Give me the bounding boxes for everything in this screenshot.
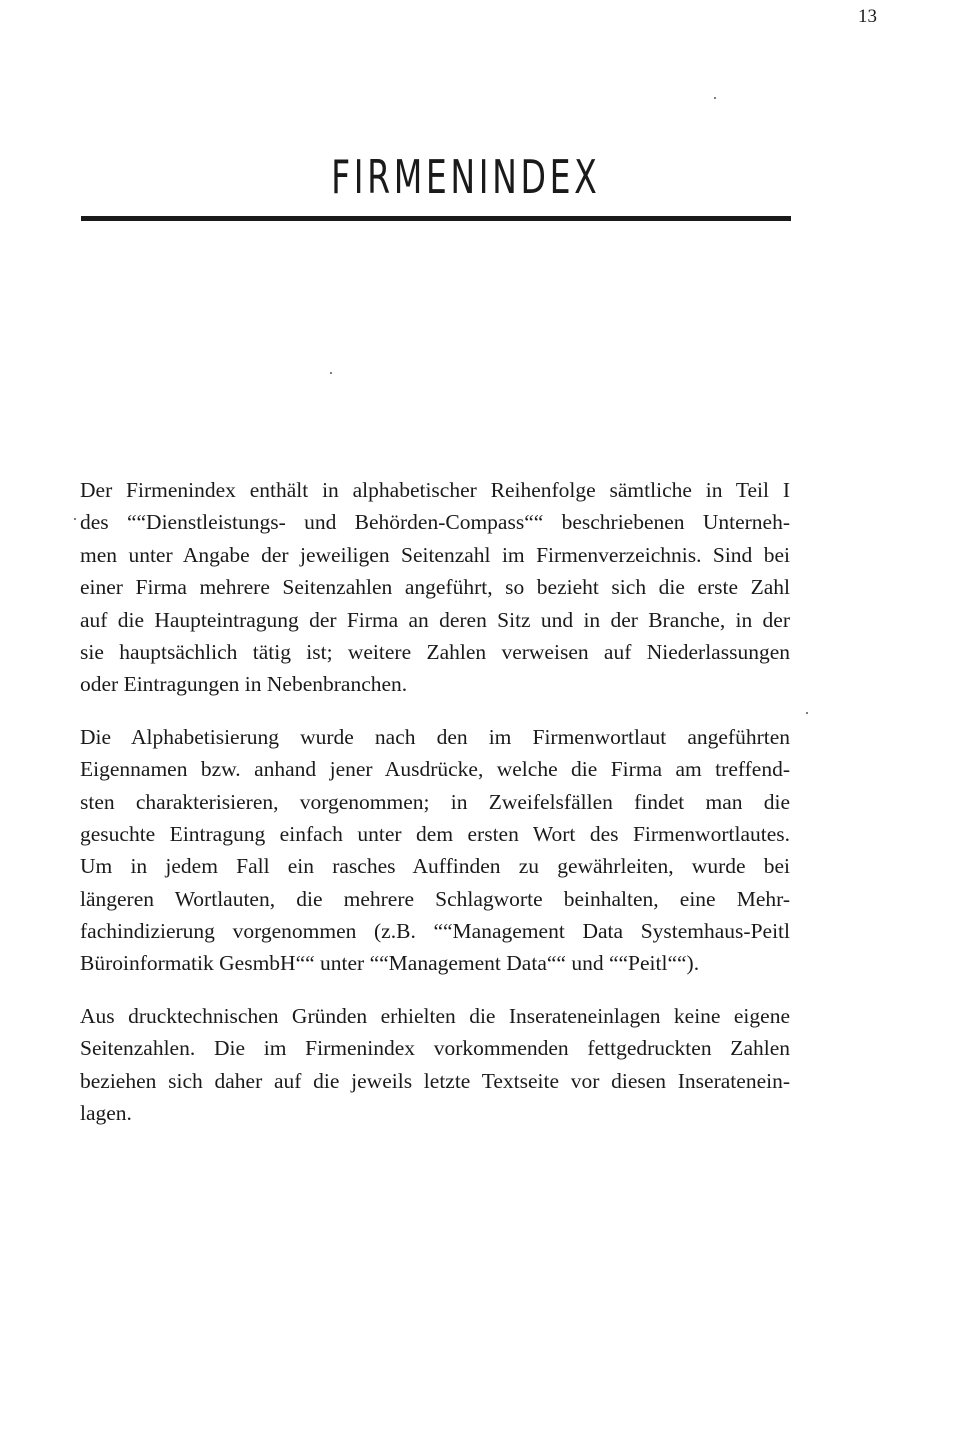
text-line: lagen. (80, 1101, 132, 1126)
text-line: Eigennamen bzw. anhand jener Ausdrücke, welche die Firma am treffend- (80, 757, 790, 782)
text-line: Aus drucktechnischen Gründen erhielten die Inserateneinlagen keine eigene (80, 1003, 790, 1028)
text-line: Seitenzahlen. Die im Firmenindex vorkommenden fettgedruckten Zahlen (80, 1036, 790, 1061)
text-line: längeren Wortlauten, die mehrere Schlagworte beinhalten, eine Mehr- (80, 886, 790, 911)
scan-speck (806, 712, 808, 714)
text-line: auf die Haupteintragung der Firma an deren Sitz und in der Branche, in der (80, 607, 790, 632)
page-title: FIRMENINDEX (331, 150, 601, 204)
text-line: einer Firma mehrere Seitenzahlen angeführt, so bezieht sich die erste Zahl (80, 575, 790, 600)
text-line: Um in jedem Fall ein rasches Auffinden zu gewährleiten, wurde bei (80, 854, 790, 879)
body-text (80, 474, 790, 1149)
scan-speck (714, 97, 716, 99)
paragraph-3 (80, 1000, 790, 1130)
text-line: sie hauptsächlich tätig ist; weitere Zahlen verweisen auf Niederlassungen (80, 639, 790, 664)
text-line: des ““Dienstleistungs- und Behörden-Compass““ beschriebenen Unterneh- (80, 510, 790, 535)
text-line: Die Alphabetisierung wurde nach den im Firmenwortlaut angeführten (80, 724, 790, 749)
paragraph-2 (80, 721, 790, 980)
title-underline-rule (81, 216, 791, 221)
text-line: sten charakterisieren, vorgenommen; in Zweifelsfällen findet man die (80, 789, 790, 814)
text-line: oder Eintragungen in Nebenbranchen. (80, 672, 408, 697)
text-line: Büroinformatik GesmbH““ unter ““Management Data““ und ““Peitl““). (80, 951, 700, 976)
paragraph-1 (80, 474, 790, 701)
text-line: Der Firmenindex enthält in alphabetischer Reihenfolge sämtliche in Teil I (80, 478, 790, 502)
text-line: beziehen sich daher auf die jeweils letzte Textseite vor diesen Inseratenein- (80, 1068, 790, 1093)
scan-speck (74, 518, 76, 520)
page-number: 13 (858, 6, 877, 27)
text-line: fachindizierung vorgenommen (z.B. ““Management Data Systemhaus-Peitl (80, 919, 790, 944)
text-line: men unter Angabe der jeweiligen Seitenzahl im Firmenverzeichnis. Sind bei (80, 542, 790, 567)
scan-speck (330, 372, 332, 374)
text-line: gesuchte Eintragung einfach unter dem ersten Wort des Firmenwortlautes. (80, 821, 790, 846)
